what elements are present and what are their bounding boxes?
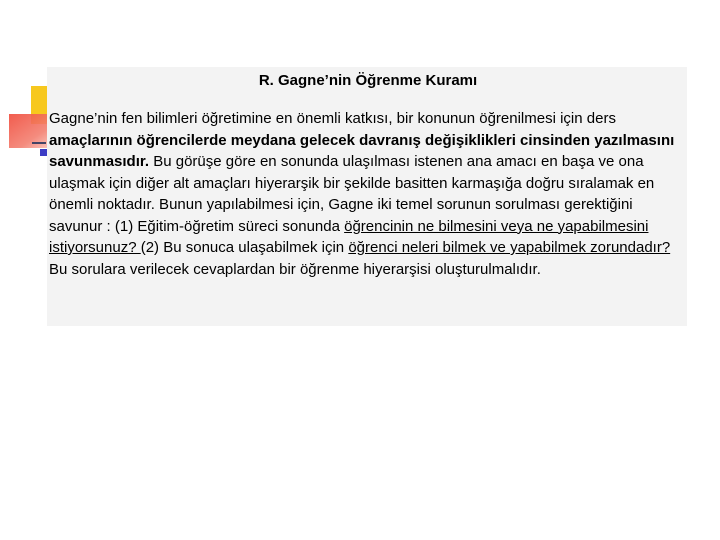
paragraph-text-2: Bu görüşe göre en sonunda ulaşılması istenen ana amacı en başa ve ona ulaşmak için diğer alt amaçları hiyerarşik bir şekilde basitten karmaşığa doğru sıralamak en önemli noktadır. Bunun yapılabilmesi için, Gagne iki temel sorunun sorulması gerektiğini savunur : (1) Eğitim-öğretim süreci sonunda (49, 153, 655, 235)
paragraph-text-1: Gagne’nin fen bilimleri öğretimine en önemli katkısı, bir konunun öğrenilmesi için ders (49, 110, 616, 127)
body-paragraph (49, 108, 687, 280)
paragraph-text-4: Bu sorulara verilecek cevaplardan bir öğrenme hiyerarşisi oluşturulmalıdır. (49, 260, 541, 278)
content-text-box (47, 67, 687, 326)
paragraph-text-3: (2) Bu sonuca ulaşabilmek için (140, 239, 349, 256)
slide-title: R. Gagne’nin Öğrenme Kuramı (258, 72, 478, 89)
paragraph-underline-2: öğrenci neleri bilmek ve yapabilmek zorundadır? (348, 239, 671, 256)
paragraph-bold-1: amaçlarının öğrencilerde meydana gelecek davranış değişiklikleri cinsinden yazılmasını savunmasıdır. (49, 131, 675, 170)
decorative-dash (32, 142, 46, 144)
paragraph-underline-1: öğrencinin ne bilmesini veya ne yapabilmesini istiyorsunuz? (49, 217, 649, 256)
